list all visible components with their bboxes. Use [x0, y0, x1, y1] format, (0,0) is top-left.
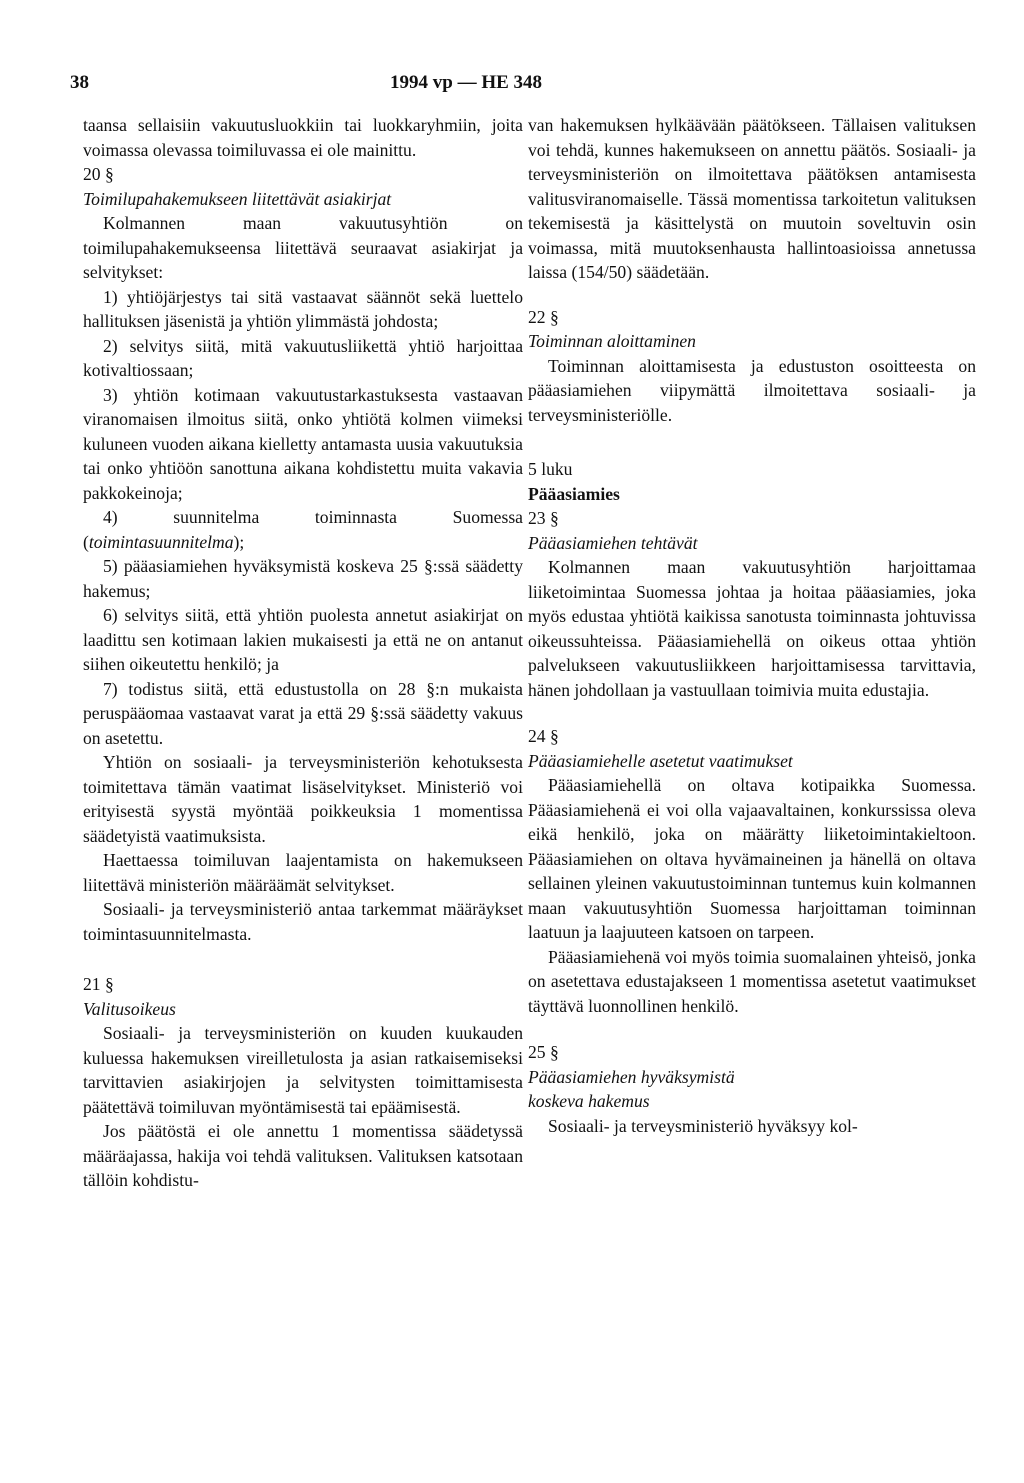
- item-4-text: 4) suunnitelma toiminnasta Suomessa (: [83, 507, 523, 552]
- continued-paragraph: van hakemuksen hylkäävään päätökseen. Tällaisen valituksen voi tehdä, kunnes hakemukseen on annettu päätös. Sosiaali- ja terveysministeriön on ilmoitettava päätöksen antamisesta valitusviranomaiselle. Tässä momentissa tarkoitetun valituksen tekemisestä ja käsittelystä on muutoin soveltuvin osin voimassa, mitä muutoksenhausta hallintoasioissa annetussa laissa (154/50) säädetään.: [528, 115, 976, 282]
- section-24-number: 24 §: [528, 726, 559, 746]
- section-21-paragraph: Jos päätöstä ei ole annettu 1 momentissa säädetyssä määräajassa, hakija voi tehdä valituksen. Valituksen katsotaan tällöin kohdistu-: [83, 1121, 523, 1190]
- section-20-paragraph: Sosiaali- ja terveysministeriö antaa tarkemmat määräykset toimintasuunnitelmasta.: [83, 899, 523, 944]
- chapter-title: Pääasiamies: [528, 483, 620, 504]
- chapter-number: 5 luku: [528, 459, 573, 479]
- section-20-paragraph: Haettaessa toimiluvan laajentamista on hakemukseen liitettävä ministeriön määräämät selvitykset.: [83, 850, 523, 895]
- running-header: 1994 vp — HE 348: [390, 72, 543, 93]
- section-25-title-line-2: koskeva hakemus: [528, 1091, 650, 1111]
- item-4-term: toimintasuunnitelma: [88, 531, 234, 552]
- section-20-item-5: 5) pääasiamiehen hyväksymistä koskeva 25 §:ssä säädetty hakemus;: [83, 556, 523, 601]
- section-21-number: 21 §: [83, 974, 114, 994]
- section-22-paragraph: Toiminnan aloittamisesta ja edustuston osoitteesta on pääasiamiehen viipymättä ilmoitettava sosiaali- ja terveysministeriölle.: [528, 355, 976, 425]
- item-4-end: );: [233, 531, 245, 552]
- section-23-number: 23 §: [528, 508, 559, 528]
- section-20-item-7: 7) todistus siitä, että edustustolla on 28 §:n mukaista peruspääomaa vastaavat varat ja että 29 §:ssä säädetty vakuus on asetettu.: [83, 678, 523, 748]
- section-20-number: 20 §: [83, 164, 114, 184]
- section-24-title: Pääasiamiehelle asetetut vaatimukset: [528, 750, 793, 771]
- section-20-title: Toimilupahakemukseen liitettävät asiakirjat: [83, 188, 392, 209]
- section-23-title: Pääasiamiehen tehtävät: [528, 532, 698, 553]
- section-25-title-line-1: Pääasiamiehen hyväksymistä: [528, 1066, 735, 1087]
- section-22-number: 22 §: [528, 306, 559, 327]
- continued-paragraph: taansa sellaisiin vakuutusluokkiin tai luokkaryhmiin, joita voimassa olevassa toimiluvassa ei ole mainittu.: [83, 115, 523, 160]
- section-20-paragraph: Kolmannen maan vakuutusyhtiön on toimilupahakemukseensa liitettävä seuraavat asiakirjat ja selvitykset:: [83, 213, 523, 282]
- section-21-title: Valitusoikeus: [83, 998, 176, 1019]
- section-25-paragraph: Sosiaali- ja terveysministeriö hyväksyy kol-: [548, 1115, 858, 1136]
- section-20-paragraph: Yhtiön on sosiaali- ja terveysministeriön kehotuksesta toimitettava tämän vaatimat lisäselvitykset. Ministeriö voi erityisestä syystä myöntää poikkeuksia 1 momentissa säädetyistä vaatimuksista.: [83, 752, 523, 846]
- section-20-item-2: 2) selvitys siitä, mitä vakuutusliikettä yhtiö harjoittaa kotivaltiossaan;: [83, 335, 523, 380]
- section-20-item-3: 3) yhtiön kotimaan vakuutustarkastuksesta vastaavan viranomaisen ilmoitus siitä, onko yhtiötä kolmen viimeksi kuluneen vuoden aikana kielletty antamasta uusia vakuutuksia tai onko yhtiöön sanottuna aikana kohdistettu muita vakavia pakkokeinoja;: [83, 384, 523, 503]
- section-20-item-1: 1) yhtiöjärjestys tai sitä vastaavat säännöt sekä luettelo hallituksen jäsenistä ja yhtiön ylimmästä johdosta;: [83, 286, 523, 331]
- left-column: [83, 113, 523, 1193]
- section-24-paragraph: Pääasiamiehenä voi myös toimia suomalainen yhteisö, jonka on asetettava edustajakseen 1 momentissa asetetut vaatimukset täyttävä luonnollinen henkilö.: [528, 946, 976, 1016]
- section-20-item-6: 6) selvitys siitä, että yhtiön puolesta annetut asiakirjat on laadittu sen kotimaan lakien mukaisesti ja että ne on antanut siihen oikeutettu henkilö; ja: [83, 605, 523, 674]
- section-22-title: Toiminnan aloittaminen: [528, 331, 696, 351]
- right-column: [528, 113, 976, 1138]
- section-21-paragraph: Sosiaali- ja terveysministeriön on kuuden kuukauden kuluessa hakemuksen vireilletulosta ja asian ratkaisemiseksi tarvittavien asiakirjojen ja selvitysten toimittamisesta päätettävä toimiluvan myöntämisestä tai epäämisestä.: [83, 1023, 523, 1117]
- page-number: 38: [70, 72, 89, 93]
- section-24-paragraph: Pääasiamiehellä on oltava kotipaikka Suomessa. Pääasiamiehenä ei voi olla vajaavaltainen, konkurssissa oleva eikä henkilö, joka on määrätty liiketoimintakieltoon. Pääasiamiehen on oltava hyvämaineinen ja hänellä on oltava sellainen yleinen vakuutustoiminnan tuntemus kuin kolmannen maan vakuutusyhtiön Suomessa harjoittaman toiminnan laatuun ja laajuuteen katsoen on tarpeen.: [528, 775, 976, 942]
- section-23-paragraph: Kolmannen maan vakuutusyhtiön harjoittamaa liiketoimintaa Suomessa johtaa ja hoitaa pääasiamies, joka myös edustaa yhtiötä kaikissa sanotusta toiminnasta johtuvissa oikeussuhteissa. Pääasiamiehellä on oikeus ottaa yhtiön palvelukseen vakuutusliikkeen harjoittamisessa tarvittavia, hänen johdollaan ja vastuullaan toimivia muita edustajia.: [528, 557, 976, 700]
- section-25-number: 25 §: [528, 1042, 559, 1062]
- section-20-item-4: [83, 505, 523, 554]
